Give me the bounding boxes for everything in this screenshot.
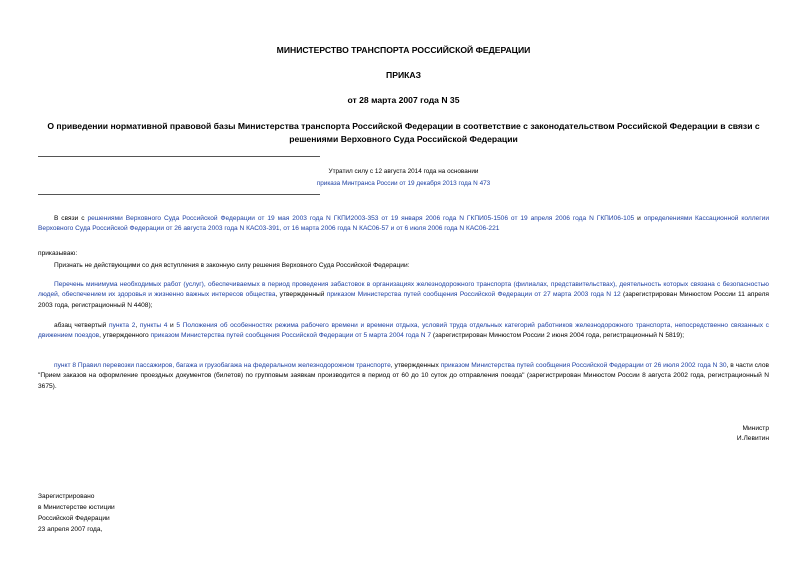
text: (зарегистрирован Минюстом России 11 апреля 2003 года, регистрационный N 4408); [38, 291, 769, 309]
text: , в части слов "Прием заказов на оформление проездных документов (билетов) по групповым заявкам производится в период от 60 до 10 суток до отправления поезда" (зарегистрирован Минюстом России 8 августа 2002 года, регистрационный N 3675). [38, 362, 770, 390]
status-note: Утратил силу с 12 августа 2014 года на основании [328, 168, 479, 175]
mps-order-12-link[interactable]: приказом Министерства путей сообщения Российской Федерации от 27 марта 2003 года N 12 [326, 291, 621, 299]
paragraph-item-1 [38, 280, 769, 311]
regulation-5-link[interactable]: 5 Положения об особенностях режима рабочего времени и времени отдыха, условий труда отдельных категорий работников железнодорожного транспорта, непосредственно связанных с движением поездов [38, 322, 769, 340]
text: (зарегистрирован Минюстом России 2 июня 2004 года, регистрационный N 5819); [431, 332, 685, 340]
court-decisions-link[interactable]: решениями Верховного Суда Российской Федерации от 19 мая 2003 года N ГКПИ2003-353 от 19 января 2006 года N ГКПИ05-1506 от 19 апреля 2006 года N ГКПИ06-105 [87, 215, 635, 222]
signature-position: Министр [742, 425, 769, 432]
paragraph-declare: Признать не действующими со дня вступления в законную силу решения Верховного Суда Российской Федерации: [54, 262, 410, 269]
paragraph-preamble [38, 214, 769, 235]
text: и [167, 322, 177, 329]
ministry-heading: МИНИСТЕРСТВО ТРАНСПОРТА РОССИЙСКОЙ ФЕДЕРАЦИИ [276, 45, 531, 55]
document-title: О приведении нормативной правовой базы Министерства транспорта Российской Федерации в соответствие с законодательством Российской Федерации в связи с решениями Верховного Суда Российской Федерации [47, 121, 760, 144]
date-number-heading: от 28 марта 2007 года N 35 [347, 95, 460, 105]
text: В связи с [54, 215, 88, 222]
clause-2-link[interactable]: пункта 2 [109, 322, 136, 329]
minimum-works-list-link[interactable]: Перечень минимума необходимых работ (услуг), обеспечиваемых в период проведения забастовок в организациях железнодорожного транспорта (филиалах, представительствах), деятельность которых связана с безопасностью людей, обеспечением их здоровья и жизненно важных интересов общества [38, 281, 769, 299]
order-word: приказываю: [38, 250, 78, 257]
text: абзац четвертый [54, 322, 110, 329]
doc-type-heading: ПРИКАЗ [386, 70, 421, 80]
text: и [634, 215, 644, 222]
cassation-rulings-link[interactable]: определениями Кассационной коллегии Верховного Суда Российской Федерации от 26 августа 2003 года N КАС03-391, от 16 марта 2006 года N КАС06-57 и от 6 июля 2006 года N КАС06-221 [38, 215, 769, 233]
registration-line-3: Российской Федерации [38, 515, 110, 522]
divider-bottom [38, 194, 320, 195]
clauses-4-link[interactable]: пункты 4 [139, 322, 168, 329]
text: , утвержденный [275, 291, 327, 299]
text: , [135, 322, 140, 329]
paragraph-item-3 [38, 361, 769, 392]
transport-rules-link[interactable]: пункт 8 Правил перевозки пассажиров, багажа и грузобагажа на федеральном железнодорожном транспорте [54, 362, 391, 369]
status-link[interactable]: приказа Минтранса России от 19 декабря 2013 года N 473 [316, 180, 491, 187]
mps-order-30-link[interactable]: приказом Министерства путей сообщения Российской Федерации от 26 июля 2002 года N 30 [440, 362, 727, 369]
registration-line-2: в Министерстве юстиции [38, 504, 115, 511]
mps-order-7-link[interactable]: приказом Министерства путей сообщения Российской Федерации от 5 марта 2004 года N 7 [150, 332, 432, 340]
text: , утвержденных [390, 362, 441, 369]
divider-top [38, 156, 320, 157]
registration-line-4: 23 апреля 2007 года, [38, 526, 103, 533]
signature-name: И.Левитин [736, 435, 769, 442]
text: , утвержденного [99, 332, 151, 340]
paragraph-item-2 [38, 321, 769, 342]
registration-line-1: Зарегистрировано [38, 493, 95, 500]
